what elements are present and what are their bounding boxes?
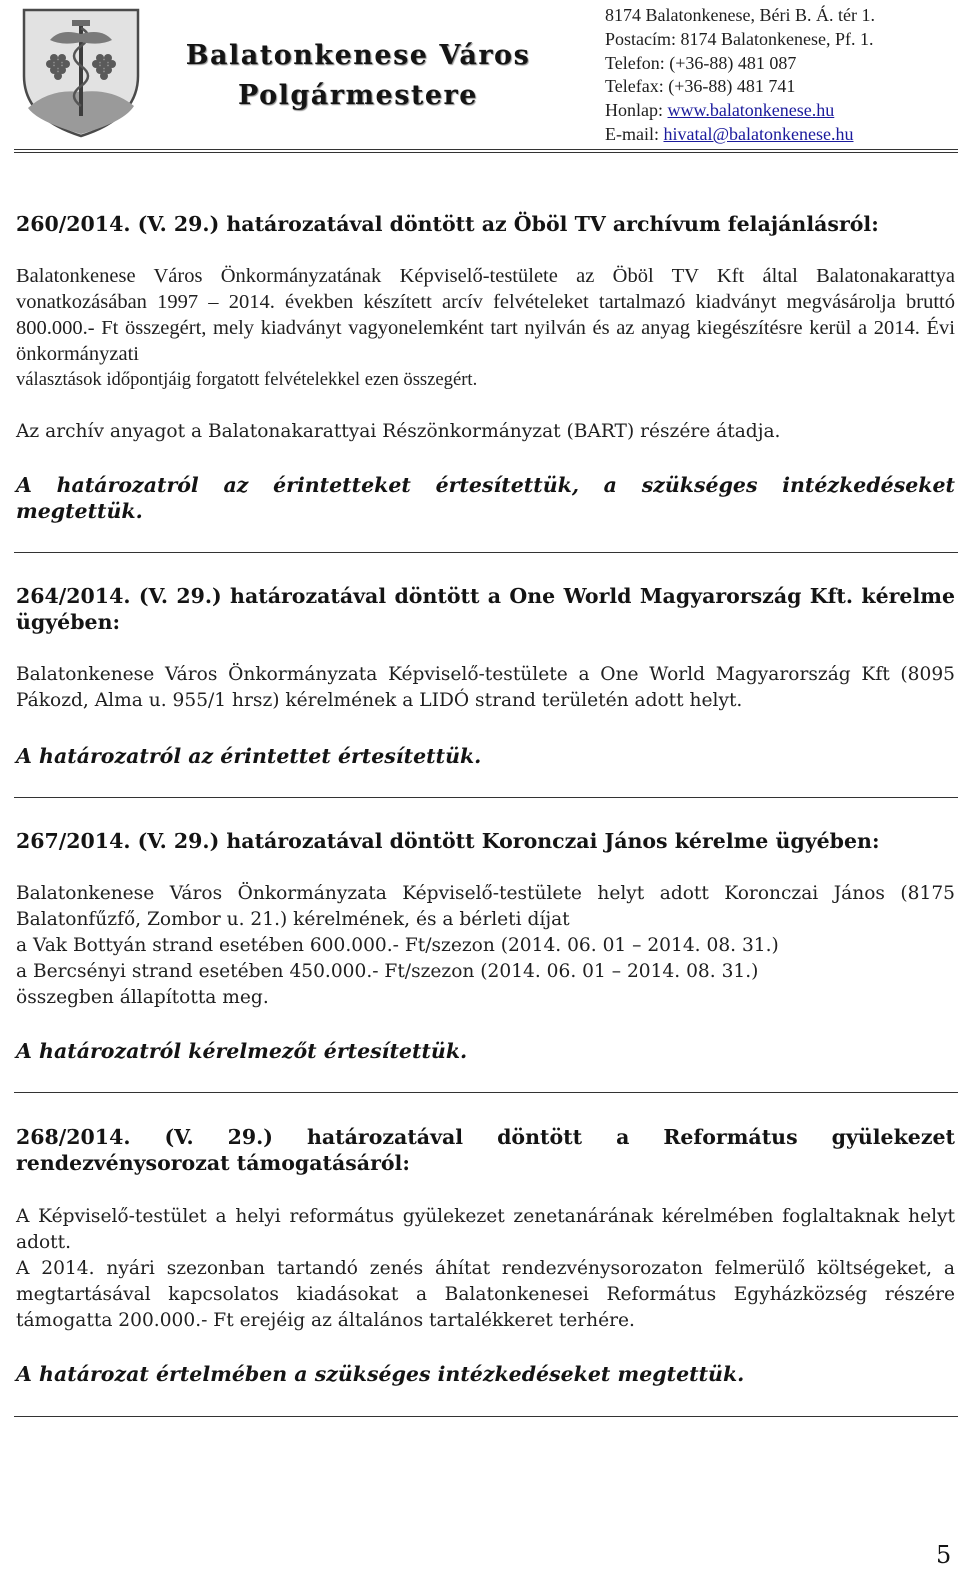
resolution-267 (16, 828, 955, 854)
issuer-title-line1: Balatonkenese Város (185, 40, 531, 71)
resolution-268-closing: A határozat értelmében a szükséges intézkedéseket megtettük. (16, 1362, 745, 1386)
issuer-title-line2: Polgármestere (238, 80, 478, 111)
resolution-267-heading: 267/2014. (V. 29.) határozatával döntött Koronczai János kérelme ügyében: (16, 829, 880, 853)
resolution-260-body (16, 263, 955, 393)
resolution-260-heading: 260/2014. (V. 29.) határozatával döntött az Öböl TV archívum felajánlásról: (16, 212, 879, 236)
resolution-267-closing-block (16, 1038, 955, 1064)
resolution-268-heading: 268/2014. (V. 29.) határozatával döntött a Református gyülekezet rendezvénysorozat támogatásáról: (16, 1125, 955, 1175)
resolution-267-line1: Balatonkenese Város Önkormányzata Képviselő-testülete helyt adott Koronczai János (8175 (16, 883, 955, 904)
contact-email-label: E-mail: (605, 123, 664, 144)
contact-web (605, 99, 875, 123)
resolution-264-closing: A határozatról az érintettet értesítettük. (16, 744, 482, 768)
section-divider (14, 797, 958, 798)
email-link[interactable]: hivatal@balatonkenese.hu (663, 123, 854, 144)
contact-postal: Postacím: 8174 Balatonkenese, Pf. 1. (605, 28, 874, 49)
resolution-267-body (16, 881, 955, 1011)
resolution-267-line2: Balatonfűzfő, Zombor u. 21.) kérelmének, és a bérleti díjat (16, 909, 570, 930)
contact-address: 8174 Balatonkenese, Béri B. Á. tér 1. (605, 5, 875, 25)
resolution-260-text-end: választások időpontjáig forgatott felvételekkel ezen összegért. (16, 369, 478, 390)
contact-email (605, 123, 875, 147)
resolution-264-heading: 264/2014. (V. 29.) határozatával döntött a One World Magyarország Kft. kérelme ügyében: (16, 584, 955, 634)
section-divider (14, 1416, 958, 1417)
header-divider (14, 149, 958, 153)
contact-web-label: Honlap: (605, 100, 668, 121)
resolution-267-closing: A határozatról kérelmezőt értesítettük. (16, 1039, 468, 1063)
resolution-264 (16, 583, 955, 635)
section-divider (14, 552, 958, 553)
resolution-264-closing-block (16, 743, 955, 769)
resolution-260-text: Balatonkenese Város Önkormányzatának Képviselő-testülete az Öböl TV Kft által Balatonakarattya vonatkozásában 1997 – 2014. években készített arcív felvételeket tartalmazó kiadványt megvásárolja bruttó 800.000.- Ft összegért, mely kiadványt vagyonelemként tart nyilván és az anyag kiegészítésre kerül a 2014. Évi önkormányzati (16, 265, 955, 365)
resolution-268-body (16, 1204, 955, 1334)
section-divider (14, 1092, 958, 1093)
resolution-260-transfer (16, 419, 955, 445)
contact-block (605, 4, 875, 147)
resolution-260 (16, 211, 955, 237)
resolution-260-transfer-text: Az archív anyagot a Balatonakarattyai Részönkormányzat (BART) részére átadja. (16, 421, 781, 442)
resolution-264-text: Balatonkenese Város Önkormányzata Képviselő-testülete a One World Magyarország Kft (8095 Pákozd, Alma u. 955/1 hrsz) kérelmének a LIDÓ strand területén adott helyt. (16, 664, 955, 711)
resolution-268 (16, 1124, 955, 1176)
website-link[interactable]: www.balatonkenese.hu (667, 100, 835, 121)
resolution-264-body (16, 662, 955, 714)
coat-of-arms-crest-icon (20, 6, 142, 140)
resolution-268-text1: A Képviselő-testület a helyi református gyülekezet zenetanárának kérelmében foglaltaknak helyt adott. (16, 1206, 955, 1253)
resolution-268-closing-block (16, 1361, 955, 1387)
resolution-267-line3: a Vak Bottyán strand esetében 600.000.- Ft/szezon (2014. 06. 01 – 2014. 08. 31.) (16, 935, 779, 956)
resolution-267-line4: a Bercsényi strand esetében 450.000.- Ft/szezon (2014. 06. 01 – 2014. 08. 31.) (16, 961, 759, 982)
resolution-267-line5: összegben állapította meg. (16, 987, 269, 1008)
page-number: 5 (936, 1541, 952, 1569)
resolution-260-closing-block (16, 472, 955, 524)
contact-phone: Telefon: (+36-88) 481 087 (605, 52, 797, 73)
resolution-260-closing: A határozatról az érintetteket értesítettük, a szükséges intézkedéseket megtettük. (16, 473, 955, 523)
resolution-268-text2: A 2014. nyári szezonban tartandó zenés áhítat rendezvénysorozaton felmerülő költségeket, a megtartásával kapcsolatos kiadásokat a Balatonkenesei Református Egyházközség részére támogatta 200.000.- Ft erejéig az általános tartalékkeret terhére. (16, 1258, 955, 1331)
contact-fax: Telefax: (+36-88) 481 741 (605, 76, 796, 97)
issuer-title (178, 36, 538, 116)
